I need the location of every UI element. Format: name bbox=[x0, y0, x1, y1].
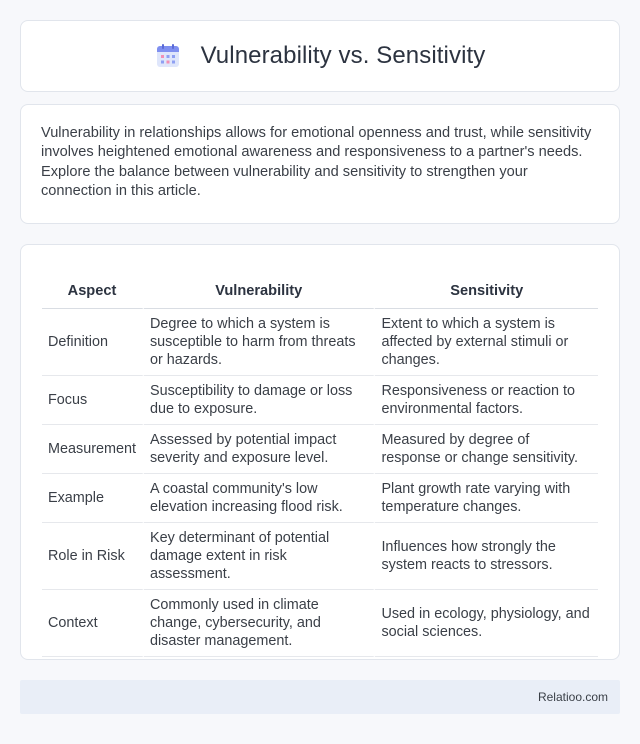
footer-brand: Relatioo.com bbox=[537, 690, 608, 704]
comparison-table bbox=[42, 265, 598, 657]
comparison-card bbox=[20, 244, 620, 660]
header-sensitivity: Sensitivity bbox=[375, 265, 598, 309]
table-row bbox=[42, 425, 598, 474]
cell-vulnerability: A coastal community's low elevation increasing flood risk. bbox=[144, 474, 375, 523]
table-row bbox=[42, 376, 598, 425]
intro-card bbox=[20, 104, 620, 224]
table-row bbox=[42, 474, 598, 523]
cell-aspect: Definition bbox=[42, 309, 144, 376]
table-header-row bbox=[42, 265, 598, 309]
page-title: Vulnerability vs. Sensitivity bbox=[200, 42, 486, 69]
footer bbox=[20, 680, 620, 714]
calendar-icon bbox=[155, 43, 181, 69]
header-aspect: Aspect bbox=[42, 265, 144, 309]
cell-aspect: Measurement bbox=[42, 425, 144, 474]
cell-sensitivity: Plant growth rate varying with temperature changes. bbox=[375, 474, 598, 523]
header-vulnerability: Vulnerability bbox=[144, 265, 375, 309]
cell-sensitivity: Extent to which a system is affected by external stimuli or changes. bbox=[375, 309, 598, 376]
cell-sensitivity: Used in ecology, physiology, and social sciences. bbox=[375, 590, 598, 657]
cell-vulnerability: Susceptibility to damage or loss due to exposure. bbox=[144, 376, 375, 425]
cell-aspect: Example bbox=[42, 474, 144, 523]
cell-vulnerability: Degree to which a system is susceptible to harm from threats or hazards. bbox=[144, 309, 375, 376]
cell-aspect: Focus bbox=[42, 376, 144, 425]
cell-aspect: Context bbox=[42, 590, 144, 657]
cell-vulnerability: Assessed by potential impact severity and exposure level. bbox=[144, 425, 375, 474]
table-row bbox=[42, 590, 598, 657]
intro-paragraph: Vulnerability in relationships allows for emotional openness and trust, while sensitivity involves heightened emotional awareness and responsiveness to a partner's needs. Explore the balance between vulnerability and sensitivity to strengthen your connection in this article. bbox=[41, 125, 592, 200]
table-row bbox=[42, 309, 598, 376]
cell-vulnerability: Key determinant of potential damage extent in risk assessment. bbox=[144, 523, 375, 590]
title-row bbox=[155, 42, 486, 70]
cell-sensitivity: Influences how strongly the system reacts to stressors. bbox=[375, 523, 598, 590]
table-row bbox=[42, 523, 598, 590]
cell-vulnerability: Commonly used in climate change, cybersecurity, and disaster management. bbox=[144, 590, 375, 657]
cell-aspect: Role in Risk bbox=[42, 523, 144, 590]
title-card bbox=[20, 20, 620, 92]
cell-sensitivity: Responsiveness or reaction to environmental factors. bbox=[375, 376, 598, 425]
cell-sensitivity: Measured by degree of response or change sensitivity. bbox=[375, 425, 598, 474]
